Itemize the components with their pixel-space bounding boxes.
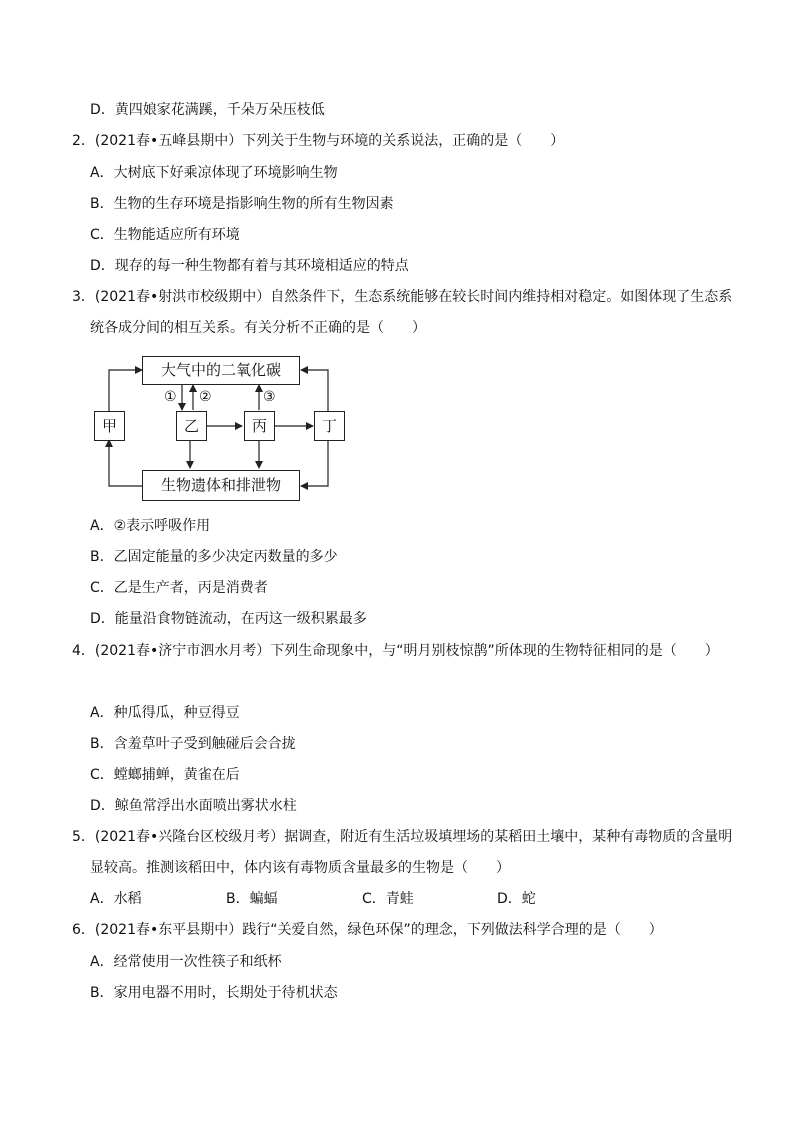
q3-stem-line2: 统各成分间的相互关系。有关分析不正确的是（ ） <box>90 320 426 336</box>
bing-box: 丙 <box>244 411 275 441</box>
arrow-jia-to-co2 <box>109 370 142 411</box>
q2-option-a: A．大树底下好乘凉体现了环境影响生物 <box>90 165 338 181</box>
ding-box: 丁 <box>314 411 345 441</box>
q4-option-b: B．含羞草叶子受到触碰后会合拢 <box>90 736 296 752</box>
q4-stem: 4．(2021春•济宁市泗水月考）下列生命现象中，与“明月别枝惊鹊”所体现的生物特征相同的是（ ） <box>72 643 719 659</box>
q2-option-c: C．生物能适应所有环境 <box>90 227 240 243</box>
q3-option-b: B．乙固定能量的多少决定丙数量的多少 <box>90 549 338 565</box>
yi-box: 乙 <box>176 411 207 441</box>
marker-2: ② <box>199 389 212 405</box>
q5-option-c: C．青蛙 <box>362 891 414 907</box>
q3-option-a: A．②表示呼吸作用 <box>90 518 211 534</box>
q5-stem-line2: 显较高。推测该稻田中，体内该有毒物质含量最多的生物是（ ） <box>90 860 510 876</box>
q2-option-d: D．现存的每一种生物都有着与其环境相适应的特点 <box>90 258 409 274</box>
remains-box: 生物遗体和排泄物 <box>142 470 300 501</box>
q6-option-b: B．家用电器不用时，长期处于待机状态 <box>90 985 338 1001</box>
co2-box: 大气中的二氧化碳 <box>142 356 300 385</box>
q5-option-d: D．蛇 <box>497 891 536 907</box>
q2-option-b: B．生物的生存环境是指影响生物的所有生物因素 <box>90 196 394 212</box>
q5-stem-line1: 5．(2021春•兴隆台区校级月考）据调查，附近有生活垃圾填埋场的某稻田土壤中，某种有毒物质的含量明 <box>72 829 733 845</box>
q5-option-b: B．蝙蝠 <box>226 891 278 907</box>
q6-option-a: A．经常使用一次性筷子和纸杯 <box>90 954 282 970</box>
arrow-ding-to-remains <box>301 440 328 486</box>
q1-option-d: D．黄四娘家花满蹊，千朵万朵压枝低 <box>90 102 325 118</box>
q4-option-d: D．鲸鱼常浮出水面喷出雾状水柱 <box>90 798 297 814</box>
q5-option-a: A．水稻 <box>90 891 142 907</box>
q3-option-d: D．能量沿食物链流动，在丙这一级积累最多 <box>90 611 367 627</box>
marker-1: ① <box>164 389 177 405</box>
q2-stem: 2．(2021春•五峰县期中）下列关于生物与环境的关系说法，正确的是（ ） <box>72 133 565 149</box>
q3-stem-line1: 3．(2021春•射洪市校级期中）自然条件下，生态系统能够在较长时间内维持相对稳定。如图体现了生态系 <box>72 289 733 305</box>
q4-option-c: C．螳螂捕蝉，黄雀在后 <box>90 767 240 783</box>
arrow-ding-to-co2 <box>301 370 328 412</box>
arrow-remains-to-jia <box>109 440 142 486</box>
q6-stem: 6．(2021春•东平县期中）践行“关爱自然，绿色环保”的理念，下列做法科学合理的是（ ） <box>72 922 663 938</box>
q4-option-a: A．种瓜得瓜，种豆得豆 <box>90 705 240 721</box>
q3-option-c: C．乙是生产者，丙是消费者 <box>90 580 268 596</box>
jia-box: 甲 <box>94 411 125 441</box>
marker-3: ③ <box>263 389 276 405</box>
